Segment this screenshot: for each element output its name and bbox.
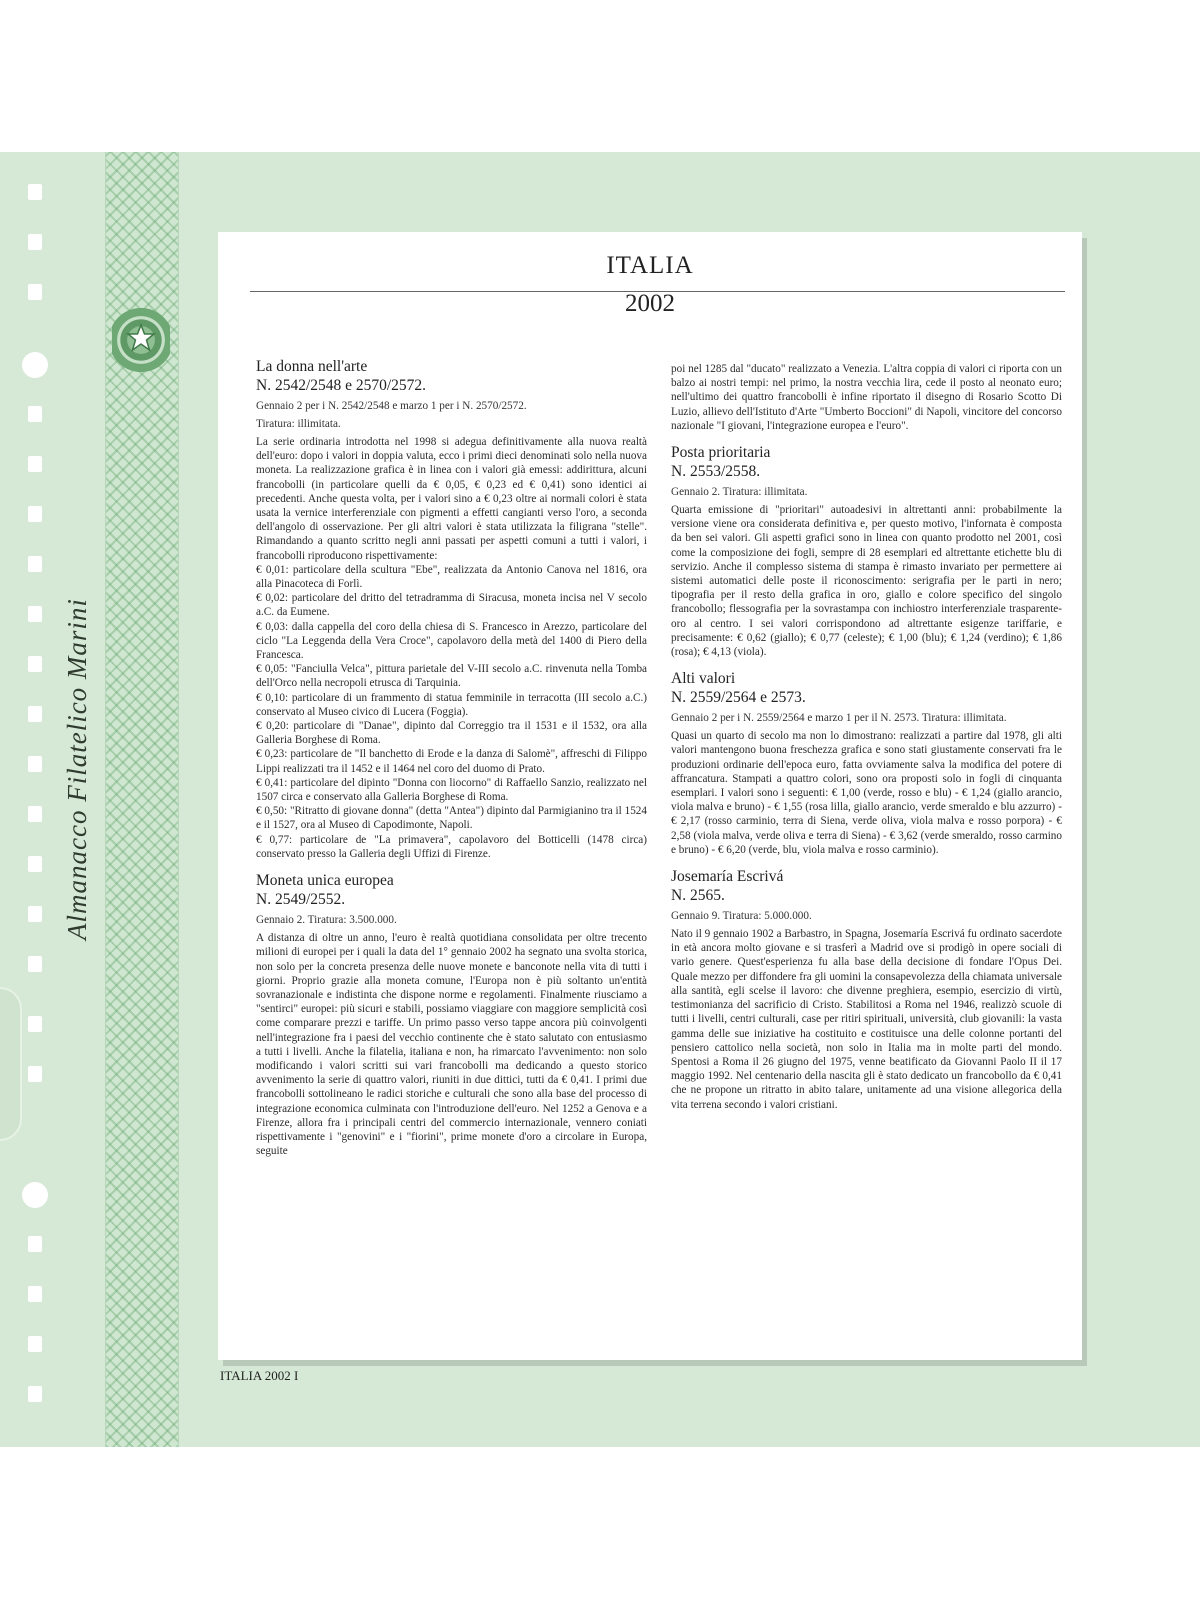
section-meta: Gennaio 2 per i N. 2559/2564 e marzo 1 per il N. 2573. Tiratura: illimitata.: [671, 712, 1007, 725]
content-panel: [218, 232, 1082, 1360]
vertical-brand-text: Almanacco Filatelico Marini: [62, 598, 92, 940]
section-number: N. 2553/2558.: [671, 463, 761, 481]
section-meta: Gennaio 2. Tiratura: 3.500.000.: [256, 914, 397, 927]
section-meta: Gennaio 2 per i N. 2542/2548 e marzo 1 per i N. 2570/2572.: [256, 400, 527, 412]
binder-hole: [28, 1236, 42, 1252]
section-number: N. 2549/2552.: [256, 891, 346, 909]
section-title: Moneta unica europea: [256, 872, 394, 890]
binder-ring-hole: [22, 1182, 48, 1208]
section-meta: Gennaio 2. Tiratura: illimitata.: [671, 486, 808, 499]
binder-hole: [28, 284, 42, 300]
left-column: [256, 357, 647, 1158]
binder-hole: [28, 1286, 42, 1302]
binder-hole: [28, 456, 42, 472]
section-title: Alti valori: [671, 670, 736, 688]
section-number: N. 2542/2548 e 2570/2572.: [256, 377, 427, 394]
section-meta: Gennaio 9. Tiratura: 5.000.000.: [671, 910, 812, 923]
binder-hole: [28, 606, 42, 622]
binder-hole: [28, 756, 42, 772]
stamp-value-entry: € 0,50: "Ritratto di giovane donna" (detta "Antea") dipinto dal Parmigianino tra il 1524 e il 1527, ora al Museo di Capodimonte, Napoli.: [256, 805, 647, 832]
binder-hole: [28, 234, 42, 250]
stamp-value-entry: € 0,02: particolare del dritto del tetradramma di Siracusa, moneta incisa nel V secolo a.C. da Eumene.: [256, 592, 647, 619]
binder-hole: [28, 806, 42, 822]
page-title: ITALIA: [606, 252, 694, 279]
section-title: La donna nell'arte: [256, 358, 368, 375]
binder-hole: [28, 656, 42, 672]
binder-hole: [28, 906, 42, 922]
right-column: [671, 362, 1062, 1112]
binder-hole: [28, 856, 42, 872]
stamp-value-entry: € 0,41: particolare del dipinto "Donna con liocorno" di Raffaello Sanzio, realizzato nel 1507 circa e conservato alla Galleria Borghese di Roma.: [256, 776, 647, 804]
section-body: Quarta emissione di "prioritari" autoadesivi in altrettanti anni: probabilmente la versione viene ora considerata definitiva e, per questo motivo, l'infornata è composta da ben sei valori. Gli aspetti grafici sono in linea con quanto prodotto nel 2001, così come la composizione dei fogli, sempre di 28 esemplari ed altrettante etichette blu di servizio. Anche il complesso sistema di stampa è rimasto invariato per permettere ai sistemi automatici delle poste il riconoscimento: serigrafia per le parti in nero; tipografia per il resto della grafica in oro, giallo e colore specifico del singolo francobollo; flessografia per la sovrastampa con inchiostro interferenziale trasparente-oro al centro. I sei valori corrispondono ad altrettante esigenze tariffarie, e precisamente: € 0,62 (giallo); € 0,77 (celeste); € 1,00 (blu); € 1,24 (verdino); € 1,86 (rosa); € 4,13 (viola).: [671, 504, 1062, 659]
stamp-value-entry: € 0,20: particolare di "Danae", dipinto dal Correggio tra il 1531 e il 1532, ora alla Galleria Borghese di Roma.: [256, 720, 647, 747]
section-body: Nato il 9 gennaio 1902 a Barbastro, in Spagna, Josemaría Escrivá fu ordinato sacerdote in età ancora molto giovane e si trasferì a Madrid ove si prodigò in opere sociali di vario genere. Quest'esperienza fu alla base della decisione di fondare l'Opus Dei. Quale mezzo per diffondere fra gli uomini la consapevolezza della chiamata universale alla santità, egli scelse il lavoro: che divenne preghiera, esempio, esercizio di virtù, testimonianza del sacrificio di Cristo. Stabilitosi a Roma nel 1946, realizzò scuole di tutti i livelli, centri culturali, case per ritiri spirituali, università, club giovanili: la vasta gamma delle sue iniziative ha costituito e costituisce una delle colonne portanti del pensiero cattolico nella società, non solo in Italia ma in molte parti del mondo. Spentosi a Roma il 26 giugno del 1975, venne beatificato da Giovanni Paolo II il 17 maggio 1992. Nel centenario della nascita gli è stato dedicato un francobollo da € 0,41 che ne propone un ritratto in abito talare, unitamente ad una visione allegorica della vita terrena secondo i valori cristiani.: [671, 928, 1062, 1111]
section-number: N. 2559/2564 e 2573.: [671, 689, 806, 707]
section-title: Posta prioritaria: [671, 444, 771, 462]
binder-hole: [28, 506, 42, 522]
stamp-value-entry: € 0,10: particolare di un frammento di statua femminile in terracotta (III secolo a.C.) conservato al Museo civico di Lucera (Foggia).: [256, 691, 647, 718]
page-year: 2002: [625, 290, 675, 317]
stamp-value-entry: € 0,03: dalla cappella del coro della chiesa di S. Francesco in Arezzo, particolare del ciclo "La Leggenda della Vera Croce", capolavoro della metà del 1400 di Piero della Francesca.: [256, 620, 647, 662]
section-number: N. 2565.: [671, 887, 725, 905]
stamp-value-entry: € 0,01: particolare della scultura "Ebe", realizzata da Antonio Canova nel 1816, ora alla Pinacoteca di Forlì.: [256, 563, 647, 591]
binder-hole: [28, 706, 42, 722]
binder-hole: [28, 406, 42, 422]
section-body-continuation: poi nel 1285 dal "ducato" realizzato a Venezia. L'altra coppia di valori ci riporta con un balzo ai nostri tempi: nel primo, la nostra vecchia lira, cede il posto al neonato euro; nell'ultimo dei quattro francobolli è infine riportato il disegno di Rosario Scotto Di Luzio, allievo dell'Istituto d'Arte "Umberto Boccioni" di Napoli, vincitore del concorso nazionale "I giovani, l'integrazione europea e l'euro".: [671, 363, 1062, 432]
binder-hole: [28, 1066, 42, 1082]
sheet-tab: [0, 987, 22, 1141]
section-meta: Tiratura: illimitata.: [256, 418, 341, 430]
stamp-value-entry: € 0,05: "Fanciulla Velca", pittura parietale del V-III secolo a.C. rinvenuta nella Tomba dell'Orco nella necropoli etrusca di Tarquinia.: [256, 663, 647, 690]
binder-hole: [28, 184, 42, 200]
binder-hole: [28, 556, 42, 572]
page-footer: ITALIA 2002 I: [220, 1368, 299, 1383]
section-title: Josemaría Escrivá: [671, 868, 784, 886]
italian-emblem-icon: [112, 305, 170, 375]
binder-hole: [28, 1336, 42, 1352]
binder-ring-hole: [22, 352, 48, 378]
binder-hole: [28, 1386, 42, 1402]
binder-hole: [28, 956, 42, 972]
stamp-value-entry: € 0,23: particolare de "Il banchetto di Erode e la danza di Salomè", affreschi di Filippo Lippi realizzati tra il 1452 e il 1464 nel coro del duomo di Prato.: [256, 748, 647, 775]
section-body: A distanza di oltre un anno, l'euro è realtà quotidiana consolidata per oltre trecento milioni di europei per i quali la data del 1° gennaio 2002 ha segnato una svolta storica, non solo per la concreta presenza delle nuove monete e banconote nella vita di tutti i giorni. Proprio grazie alla moneta comune, l'Europa non è più soltanto un'entità sovranazionale e indistinta che dispone norme e regolamenti. Finalmente riusciamo a "sentirci" europei: più sicuri e stabili, possiamo viaggiare con maggiore semplicità così come comparare prezzi e tariffe. Un primo passo verso tappe ancora più coinvolgenti nell'integrazione fra i paesi del vecchio continente che è stato salutato con entusiasmo a tutti i livelli. Anche la filatelia, italiana e non, ha rimarcato l'avvenimento: non solo modificando i valori scritti sui vari francobolli ma dedicando a questo storico avvenimento la serie di quattro valori, riuniti in due dittici, tutti da € 0,41. I primi due francobolli sottolineano le radici storiche e culturali che sono alla base del processo di integrazione economica culminata con l'introduzione dell'euro. Nel 1252 a Genova e a Firenze, allora fra i principali centri del commercio internazionale, vennero coniati rispettivamente i "genovini" e i "fiorini", prime monete d'oro a circolare in Europa, seguite: [256, 932, 647, 1158]
section-body: Quasi un quarto di secolo ma non lo dimostrano: realizzati a partire dal 1978, gli alti valori mantengono buona freschezza grafica e sono stati giustamente conservati fra le produzioni ordinarie dell'epoca euro, fatta ovviamente salva la modifica del potere di affrancatura. Stampati a quattro colori, sono ora proposti solo in fogli di cinquanta esemplari. I valori sono i seguenti: € 1,00 (verde, rosso e blu) - € 1,24 (giallo arancio, viola malva e bruno) - € 1,55 (rosa lilla, giallo arancio, verde smeraldo e blu azzurro) - € 2,17 (rosso carminio, terra di Siena, verde oliva, viola malva e rosso porpora) - € 2,58 (viola malva, verde oliva e terra di Siena) - € 3,62 (verde smeraldo, rosso carmino e bruno) - € 6,20 (verde, blu, viola malva e rosso carminio).: [671, 730, 1062, 856]
section-body: La serie ordinaria introdotta nel 1998 si adegua definitivamente alla nuova realtà dell'euro: dopo i valori in doppia valuta, ecco i primi dieci denominati solo nella nuova moneta. La realizzazione grafica è in linea con i valori già emessi: addirittura, alcuni francobolli (in particolare quelli da € 0,05, € 0,23 ed € 0,41) sono identici ai precedenti. Anche questa volta, per i valori sino a € 0,23 oltre ai normali colori è stata usata la vernice interferenziale con pigmenti a effetti cangianti verso l'oro, a seconda dell'angolo di osservazione. Per gli altri valori è stata utilizzata la filigrana "stelle". Rimandando a quanto scritto negli anni passati per aspetti comuni a tutti i valori, i francobolli riproducono rispettivamente:: [256, 436, 647, 562]
binder-hole: [28, 1016, 42, 1032]
stamp-value-entry: € 0,77: particolare de "La primavera", capolavoro del Botticelli (1478 circa) conservato presso la Galleria degli Uffizi di Firenze.: [256, 833, 647, 860]
